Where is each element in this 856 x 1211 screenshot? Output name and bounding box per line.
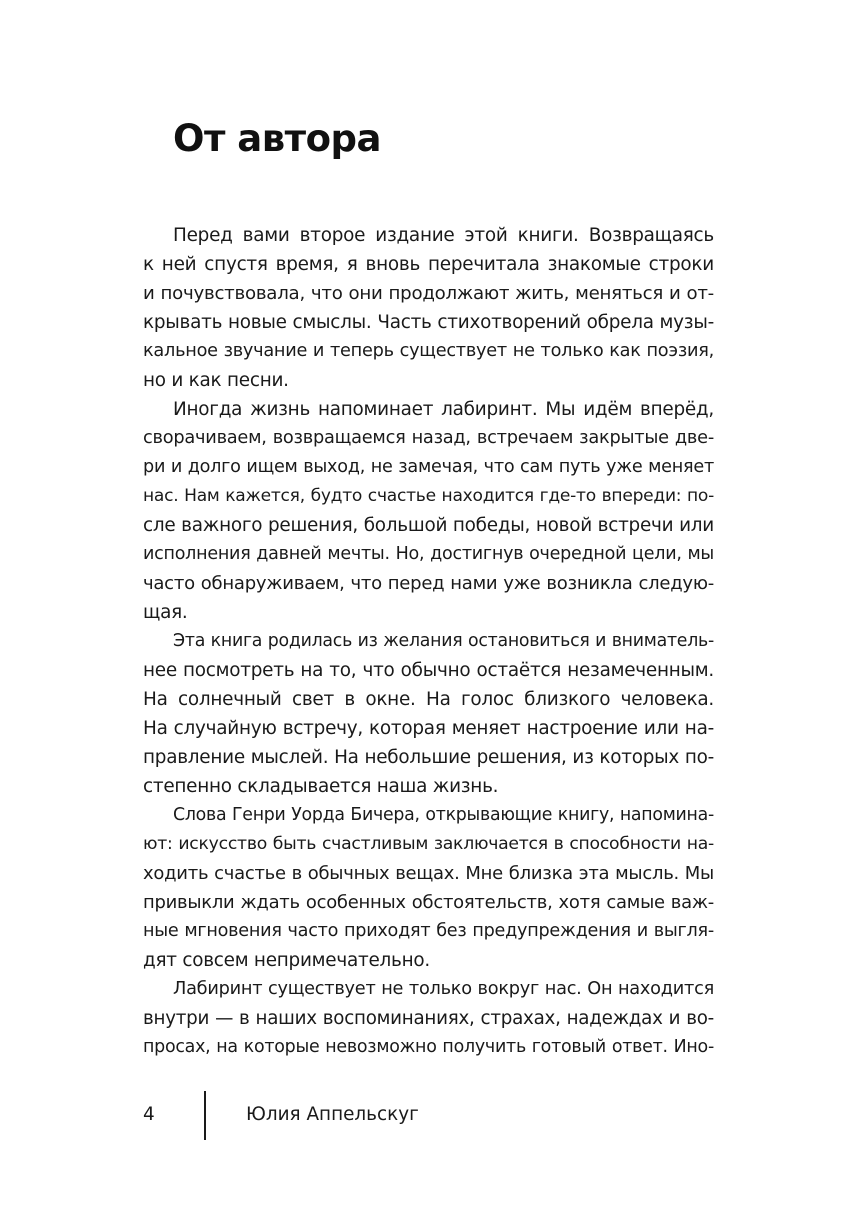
text-line: ют: искусство быть счастливым заключается в способности на- [143,834,714,854]
text-line: Эта книга родилась из желания остановиться и вниматель- [173,631,714,651]
text-line: На случайную встречу, которая меняет настроение или на- [143,718,714,739]
text-line: На солнечный свет в окне. На голос близкого человека. [143,689,714,710]
footer-divider [204,1091,206,1140]
paragraph [143,975,714,1062]
text-line: но и как песни. [143,370,289,391]
text-line: Перед вами второе издание этой книги. Возвращаясь [173,225,714,246]
paragraph [143,627,714,801]
running-footer-author: Юлия Аппельскуг [246,1104,419,1125]
page-title: От автора [173,117,381,160]
text-line: щая. [143,602,188,623]
text-line: нас. Нам кажется, будто счастье находится где-то впереди: по- [143,486,714,506]
text-line: ри и долго ищем выход, не замечая, что сам путь уже меняет [143,457,714,477]
text-line: часто обнаруживаем, что перед нами уже возникла следую- [143,573,714,594]
text-line: Лабиринт существует не только вокруг нас. Он находится [173,979,714,999]
paragraph [143,801,714,975]
text-line: внутри — в наших воспоминаниях, страхах, надеждах и во- [143,1008,714,1029]
text-line: к ней спустя время, я вновь перечитала знакомые строки [143,254,714,275]
body-text [143,221,714,1062]
text-line: дят совсем непримечательно. [143,950,430,971]
text-line: правление мыслей. На небольшие решения, из которых по- [143,747,714,768]
text-line: степенно складывается наша жизнь. [143,776,499,797]
paragraph [143,221,714,395]
page-number: 4 [143,1104,155,1125]
text-line: нее посмотреть на то, что обычно остаётся незамеченным. [143,660,714,681]
text-line: крывать новые смыслы. Часть стихотворений обрела музы- [143,312,714,333]
text-line: просах, на которые невозможно получить готовый ответ. Ино- [143,1037,714,1057]
text-line: сле важного решения, большой победы, новой встречи или [143,515,714,536]
text-line: Иногда жизнь напоминает лабиринт. Мы идём вперёд, [173,399,714,420]
text-line: исполнения давней мечты. Но, достигнув очередной цели, мы [143,544,714,564]
text-line: ходить счастье в обычных вещах. Мне близка эта мысль. Мы [143,863,714,884]
text-line: Слова Генри Уорда Бичера, открывающие книгу, напомина- [173,805,714,825]
text-line: ные мгновения часто приходят без предупреждения и выгля- [143,921,714,941]
text-line: привыкли ждать особенных обстоятельств, хотя самые важ- [143,892,714,913]
text-line: кальное звучание и теперь существует не только как поэзия, [143,341,714,361]
text-line: сворачиваем, возвращаемся назад, встречаем закрытые две- [143,428,714,448]
paragraph [143,395,714,627]
text-line: и почувствовала, что они продолжают жить, меняться и от- [143,283,714,304]
